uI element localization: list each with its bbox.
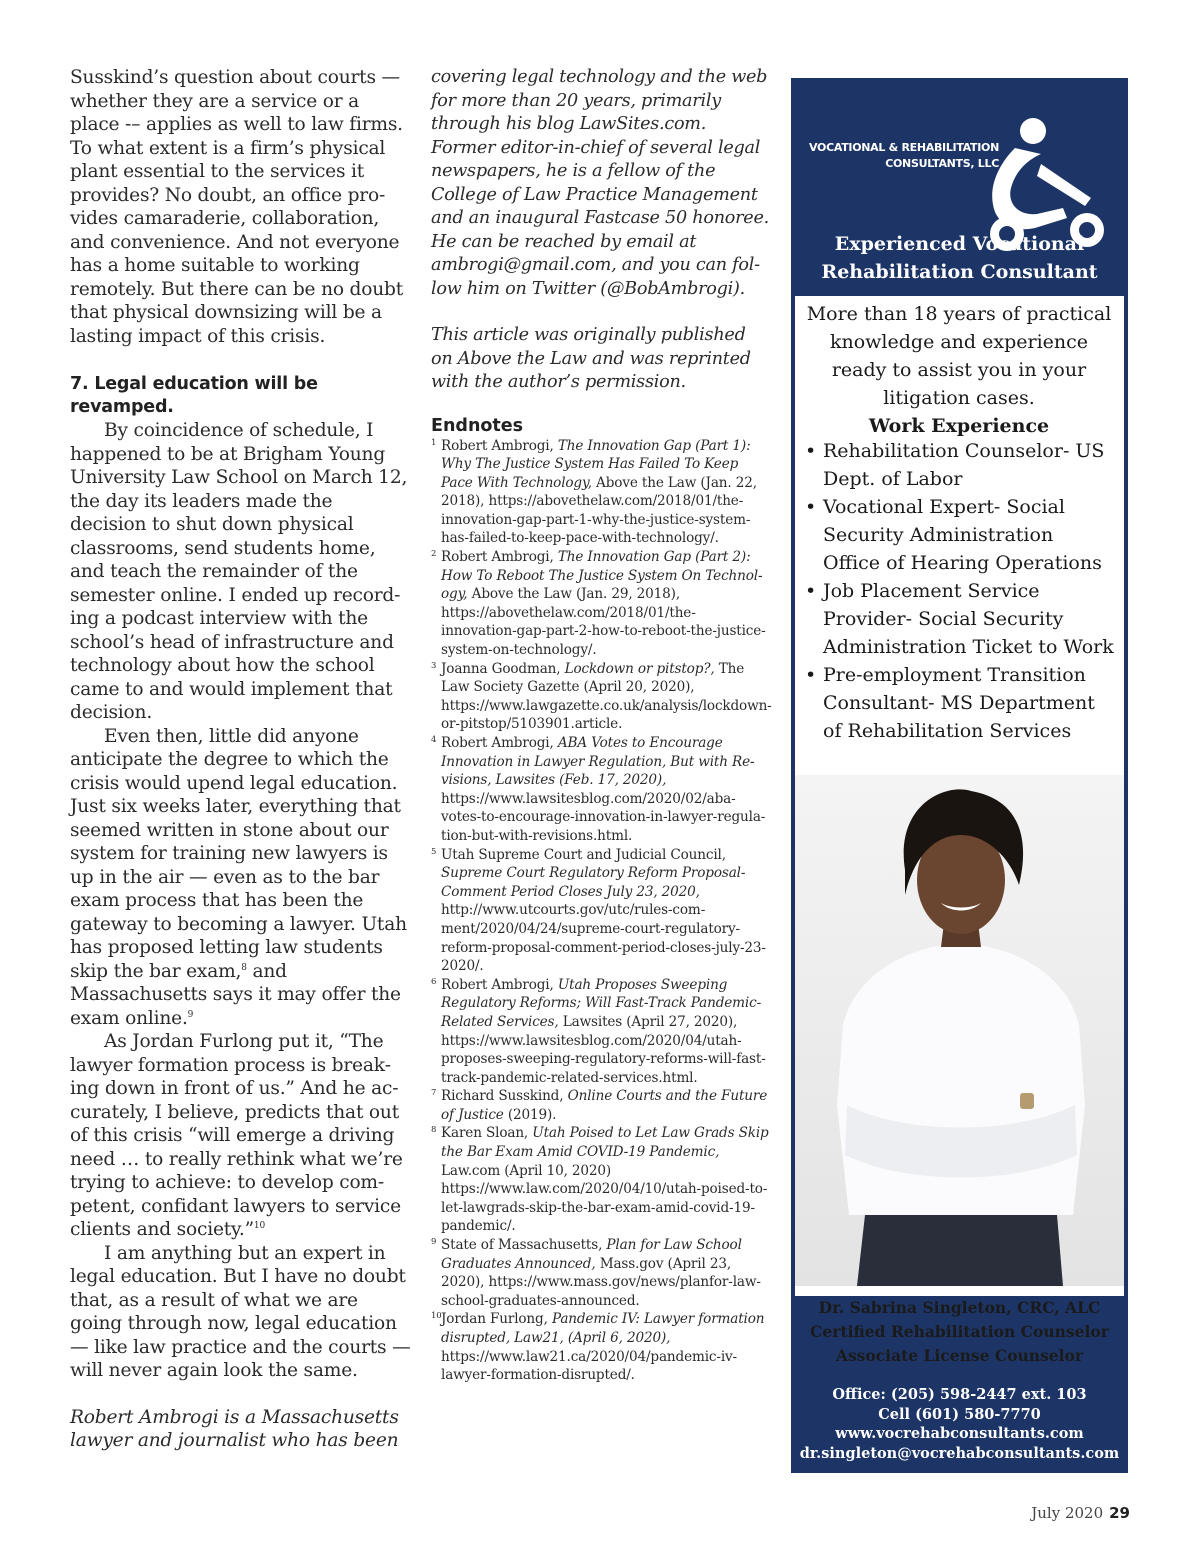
- consultant-title: Associate License Counselor: [835, 1346, 1084, 1365]
- office-phone: Office: (205) 598-2447 ext. 103: [832, 1386, 1087, 1403]
- consultant-photo: [795, 775, 1124, 1286]
- endnote-author: Robert Ambrogi,: [441, 735, 558, 751]
- cell-phone: Cell (601) 580-7770: [878, 1405, 1041, 1423]
- intro-text: More than 18 years of practical knowledge and experience ready to assist you in your litigation cases.: [806, 303, 1112, 409]
- endnote-author: Karen Sloan,: [441, 1125, 533, 1142]
- author-bio: Robert Ambrogi is a Massachusetts lawyer and journalist who has been: [70, 1406, 399, 1451]
- body-paragraph: [70, 1030, 412, 1242]
- endnote-author: Jordan Furlong,: [441, 1311, 552, 1328]
- endnote-title: Pandemic IV: Lawyer formation disrupted, Law21, (April 6, 2020),: [441, 1311, 765, 1346]
- endnote-item: [431, 976, 769, 1088]
- article-column-middle: [431, 66, 772, 1385]
- endnote-title: Lockdown or pitstop?,: [564, 660, 715, 677]
- endnote-source: (2019).: [503, 1106, 557, 1123]
- consultant-title: Certified Rehabilitation Counselor: [810, 1322, 1109, 1341]
- endnote-item: [431, 1087, 769, 1124]
- issue-date: July 2020: [1031, 1504, 1104, 1522]
- endnote-number: 1: [431, 437, 437, 448]
- endnote-source: Above the Law (Jan. 29, 2018), https://abovethelaw.com/2018/01/the-innovation-gap-part-2-how-to-reboot-the-justice-system-on-technology/.: [441, 586, 766, 659]
- footnote-ref: 8: [241, 962, 247, 973]
- logo-head-icon: [1020, 118, 1046, 144]
- endnote-source: Lawsites (April 27, 2020), https://www.lawsitesblog.com/2020/04/utah-proposes-sweeping-regulatory-reforms-will-fast-track-pandemic-related-services.html.: [441, 1013, 766, 1086]
- endnote-source: Above the Law (Jan. 22, 2018), https://abovethelaw.com/2018/01/the-innovation-gap-part-1-why-the-justice-system-has-failed-to-keep-pace-with-technology/.: [441, 474, 757, 547]
- logo-arm-icon: [1037, 164, 1091, 206]
- experience-item: • Rehabilitation Counselor- US Dept. of Labor: [803, 437, 1115, 493]
- endnote-number: 8: [431, 1125, 437, 1136]
- endnote-title: Supreme Court Regulatory Reform Proposal-Comment Period Closes July 23, 2020,: [441, 865, 746, 900]
- endnote-author: Robert Ambrogi,: [441, 549, 558, 566]
- body-paragraph: By coincidence of schedule, I happened to be at Brigham Young University Law School on March 12, the day its leaders made the decision to shut down physical classrooms, send students home, and teach the remainder of the semester online. I ended up recording a podcast interview with the school’s head of infrastructure and technology about how the school came to and would implement that decision.: [70, 420, 408, 723]
- body-paragraph: I am anything but an expert in legal education. But I have no doubt that, as a result of what we are going through now, legal education — like law practice and the courts — will never again look the same.: [70, 1242, 411, 1381]
- endnote-item: [431, 1310, 769, 1384]
- company-name-line: CONSULTANTS, LLC: [885, 157, 999, 170]
- author-bio-continued: covering legal technology and the web for more than 20 years, primarily through his blog LawSites.com. Former editor-in-chief of several legal newspapers, he is a fellow of the College of Law Practice Management and an inaugural Fastcase 50 honoree. He can be reached by email at ambrogi@gmail.com, and you can follow him on Twitter (@BobAmbrogi).: [431, 67, 769, 299]
- page-footer: [1031, 1504, 1130, 1522]
- endnote-title: Online Courts and the Future of Justice: [441, 1088, 768, 1123]
- endnote-source: Mass.gov (April 23, 2020), https://www.mass.gov/news/planfor-law-school-graduates-announced.: [441, 1255, 761, 1309]
- footnote-ref: 9: [187, 1009, 194, 1020]
- headline-line: Experienced Vocational: [834, 233, 1085, 255]
- page-number: 29: [1109, 1504, 1130, 1522]
- endnote-title: Plan for Law School Graduates Announced,: [441, 1237, 742, 1272]
- endnote-number: 4: [431, 735, 437, 745]
- endnote-item: [431, 437, 769, 549]
- endnote-author: Joanna Goodman,: [441, 660, 565, 677]
- body-paragraph: Susskind’s question about courts — whether they are a service or a place -– applies as well to law firms. To what extent is a firm’s physical plant essential to the services it provides? No doubt, an office provides camaraderie, collaboration, and convenience. And not everyone has a home suitable to working remotely. But there can be no doubt that physical downsizing will be a lasting impact of this crisis.: [70, 67, 403, 347]
- paragraph-text: As Jordan Furlong put it, “The lawyer formation process is breaking down in front of us.” And he accurately, I believe, predicts that out of this crisis “will emerge a driving need … to really rethink what we’re trying to achieve: to develop competent, confidant lawyers to service clients and society.”: [70, 1031, 403, 1240]
- endnote-title: The Innovation Gap (Part 1): Why The Justice System Has Failed To Keep Pace With Technology,: [441, 437, 751, 491]
- headline-line: Rehabilitation Consultant: [821, 261, 1098, 283]
- email-link[interactable]: dr.singleton@vocrehabconsultants.com: [799, 1444, 1120, 1462]
- endnote-item: [431, 1236, 769, 1310]
- endnotes-heading: Endnotes: [431, 415, 524, 436]
- endnote-number: 6: [431, 976, 437, 987]
- endnote-number: 7: [431, 1088, 437, 1099]
- watch-icon: [1020, 1093, 1034, 1109]
- endnote-item: [431, 1124, 769, 1236]
- endnote-item: [431, 548, 769, 660]
- endnote-title: Utah Proposes Sweeping Regulatory Reforms; Will Fast-Track Pandemic-Related Services,: [441, 976, 762, 1030]
- endnote-item: [431, 660, 772, 734]
- experience-item: • Pre-employment Transition Consultant- MS Department of Rehabilitation Services: [803, 661, 1115, 745]
- paragraph-text: Even then, little did anyone anticipate the degree to which the crisis would upend legal education. Just six weeks later, everything that seemed written in stone about our system for training new lawyers is up in the air — even as to the bar exam process that has been the gateway to becoming a lawyer. Utah has proposed letting law students skip the bar exam,: [70, 725, 407, 982]
- endnote-number: 10: [431, 1311, 442, 1322]
- body-paragraph: [70, 725, 412, 1031]
- reprint-note: This article was originally published on Above the Law and was reprinted with the author’s permission.: [431, 325, 751, 392]
- ad-headline: [791, 230, 1128, 286]
- endnote-author: Robert Ambrogi,: [441, 976, 558, 993]
- logo-figure-icon: [992, 148, 1067, 229]
- endnote-source: Law.com (April 10, 2020) https://www.law.com/2020/04/10/utah-poised-to-let-lawgrads-skip-the-bar-exam-amid-covid-19-pandemic/.: [441, 1162, 768, 1235]
- experience-list: [803, 437, 1115, 745]
- endnote-title: The Innovation Gap (Part 2): How To Reboot The Justice System On Technology,: [441, 549, 763, 603]
- endnote-source: https://www.law21.ca/2020/04/pandemic-iv-lawyer-formation-disrupted/.: [441, 1348, 737, 1384]
- endnote-title: Utah Poised to Let Law Grads Skip the Bar Exam Amid COVID-19 Pandemic,: [441, 1125, 769, 1161]
- section-heading: 7. Legal education will be revamped.: [70, 374, 318, 417]
- website-link[interactable]: www.vocrehabconsultants.com: [835, 1425, 1084, 1442]
- endnote-number: 5: [431, 846, 437, 857]
- endnotes-list: [431, 437, 772, 1385]
- endnote-item: [431, 846, 769, 976]
- consultant-credentials: [791, 1296, 1128, 1368]
- advertisement: [791, 78, 1128, 1473]
- endnote-number: 9: [431, 1237, 437, 1248]
- endnote-source: https://www.lawsitesblog.com/2020/02/aba-votes-to-encourage-innovation-in-lawyer-regulation-but-with-revisions.html.: [441, 790, 766, 844]
- experience-item: • Vocational Expert- Social Security Administration Office of Hearing Operations: [803, 493, 1115, 577]
- skirt-shape: [857, 1215, 1063, 1286]
- endnote-number: 2: [431, 549, 437, 560]
- company-name: [809, 140, 999, 172]
- endnote-author: Robert Ambrogi,: [441, 437, 558, 454]
- endnote-source: The Law Society Gazette (April 20, 2020), https://www.lawgazette.co.uk/analysis/lockdown-or-pitstop/5103901.article.: [441, 660, 772, 733]
- endnote-source: http://www.utcourts.gov/utc/rules-comment/2020/04/24/supreme-court-regulatory-reform-proposal-comment-period-closes-july-23-2020/.: [441, 902, 766, 975]
- portrait-illustration: [795, 775, 1124, 1286]
- endnote-title: ABA Votes to Encourage Innovation in Lawyer Regulation, But with Revisions, Lawsites (Feb. 17, 2020),: [441, 735, 755, 789]
- experience-item: • Job Placement Service Provider- Social Security Administration Ticket to Work: [803, 577, 1115, 661]
- endnote-author: Richard Susskind,: [441, 1088, 568, 1105]
- endnote-number: 3: [431, 660, 437, 671]
- article-column-left: [70, 66, 412, 1453]
- endnote-item: [431, 734, 769, 846]
- endnote-author: Utah Supreme Court and Judicial Council,: [441, 846, 726, 863]
- endnote-author: State of Massachusetts,: [441, 1237, 607, 1254]
- paragraph-text: and Massachusetts says it may offer the exam online.: [70, 960, 401, 1029]
- contact-info: [791, 1385, 1128, 1463]
- work-experience-heading: Work Experience: [868, 415, 1050, 437]
- company-name-line: VOCATIONAL & REHABILITATION: [809, 141, 999, 154]
- ad-intro: [803, 300, 1115, 440]
- footnote-ref: 10: [253, 1220, 265, 1231]
- consultant-name: Dr. Sabrina Singleton, CRC, ALC: [818, 1298, 1101, 1317]
